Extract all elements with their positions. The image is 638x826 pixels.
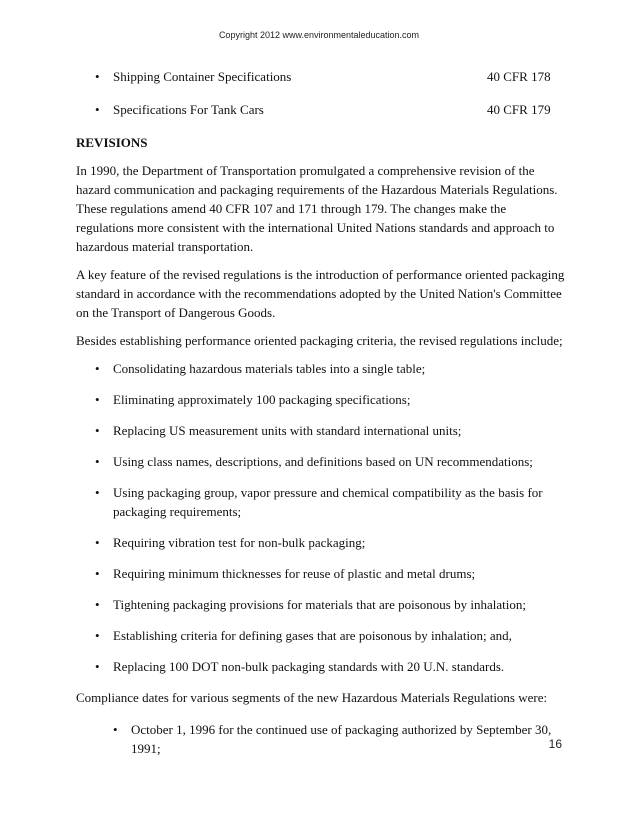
- list-item-text: Requiring vibration test for non-bulk packaging;: [113, 535, 366, 550]
- spec-cfr: 40 CFR 179: [487, 102, 551, 117]
- spec-label: Specifications For Tank Cars: [113, 102, 264, 117]
- paragraph: Besides establishing performance oriented packaging criteria, the revised regulations include;: [76, 333, 563, 348]
- paragraph: Compliance dates for various segments of the new Hazardous Materials Regulations were:: [76, 690, 548, 705]
- bullet-icon: •: [95, 566, 100, 581]
- list-item: [76, 421, 566, 440]
- bullet-icon: •: [95, 423, 100, 438]
- list-item: [76, 626, 566, 645]
- list-item: [76, 390, 566, 409]
- list-item-text: Using packaging group, vapor pressure and chemical compatibility as the basis for packaging requirements;: [113, 485, 543, 519]
- compliance-date-list: [76, 720, 566, 758]
- spec-item: [76, 100, 566, 119]
- bullet-icon: •: [95, 628, 100, 643]
- bullet-icon: •: [95, 597, 100, 612]
- spec-cfr: 40 CFR 178: [487, 69, 551, 84]
- bullet-icon: •: [113, 722, 118, 737]
- list-item: [76, 657, 566, 676]
- list-item: [76, 720, 566, 758]
- bullet-icon: •: [95, 392, 100, 407]
- list-item: [76, 564, 566, 583]
- list-item-text: Replacing 100 DOT non-bulk packaging standards with 20 U.N. standards.: [113, 659, 505, 674]
- spec-item: [76, 67, 566, 86]
- list-item-text: Requiring minimum thicknesses for reuse of plastic and metal drums;: [113, 566, 476, 581]
- list-item-text: October 1, 1996 for the continued use of packaging authorized by September 30, 1991;: [131, 722, 552, 756]
- list-item-text: Using class names, descriptions, and definitions based on UN recommendations;: [113, 454, 533, 469]
- bullet-icon: •: [95, 454, 100, 469]
- list-item-text: Eliminating approximately 100 packaging specifications;: [113, 392, 411, 407]
- page-body: [76, 67, 566, 758]
- revision-list: [76, 359, 566, 676]
- copyright-header: Copyright 2012 www.environmentaleducation.com: [218, 30, 420, 40]
- paragraph: In 1990, the Department of Transportation promulgated a comprehensive revision of the hazard communication and packaging requirements of the Hazardous Materials Regulations. These regulations amend 40 CFR 107 and 171 through 179. The changes make the regulations more consistent with the international United Nations standards and approach to hazardous material transportation.: [76, 163, 558, 254]
- list-item-text: Establishing criteria for defining gases that are poisonous by inhalation; and,: [113, 628, 512, 643]
- list-item: [76, 595, 566, 614]
- page-number: 16: [548, 737, 562, 751]
- spec-label: Shipping Container Specifications: [113, 69, 292, 84]
- list-item: [76, 359, 566, 378]
- list-item: [76, 483, 566, 521]
- bullet-icon: •: [95, 102, 100, 117]
- bullet-icon: •: [95, 535, 100, 550]
- list-item-text: Tightening packaging provisions for materials that are poisonous by inhalation;: [113, 597, 526, 612]
- bullet-icon: •: [95, 485, 100, 500]
- list-item: [76, 533, 566, 552]
- bullet-icon: •: [95, 361, 100, 376]
- section-heading: REVISIONS: [76, 135, 148, 150]
- paragraph: A key feature of the revised regulations is the introduction of performance oriented packaging standard in accordance with the recommendations adopted by the United Nation's Committee on the Transport of Dangerous Goods.: [76, 267, 565, 320]
- list-item: [76, 452, 566, 471]
- bullet-icon: •: [95, 659, 100, 674]
- bullet-icon: •: [95, 69, 100, 84]
- list-item-text: Consolidating hazardous materials tables into a single table;: [113, 361, 426, 376]
- list-item-text: Replacing US measurement units with standard international units;: [113, 423, 462, 438]
